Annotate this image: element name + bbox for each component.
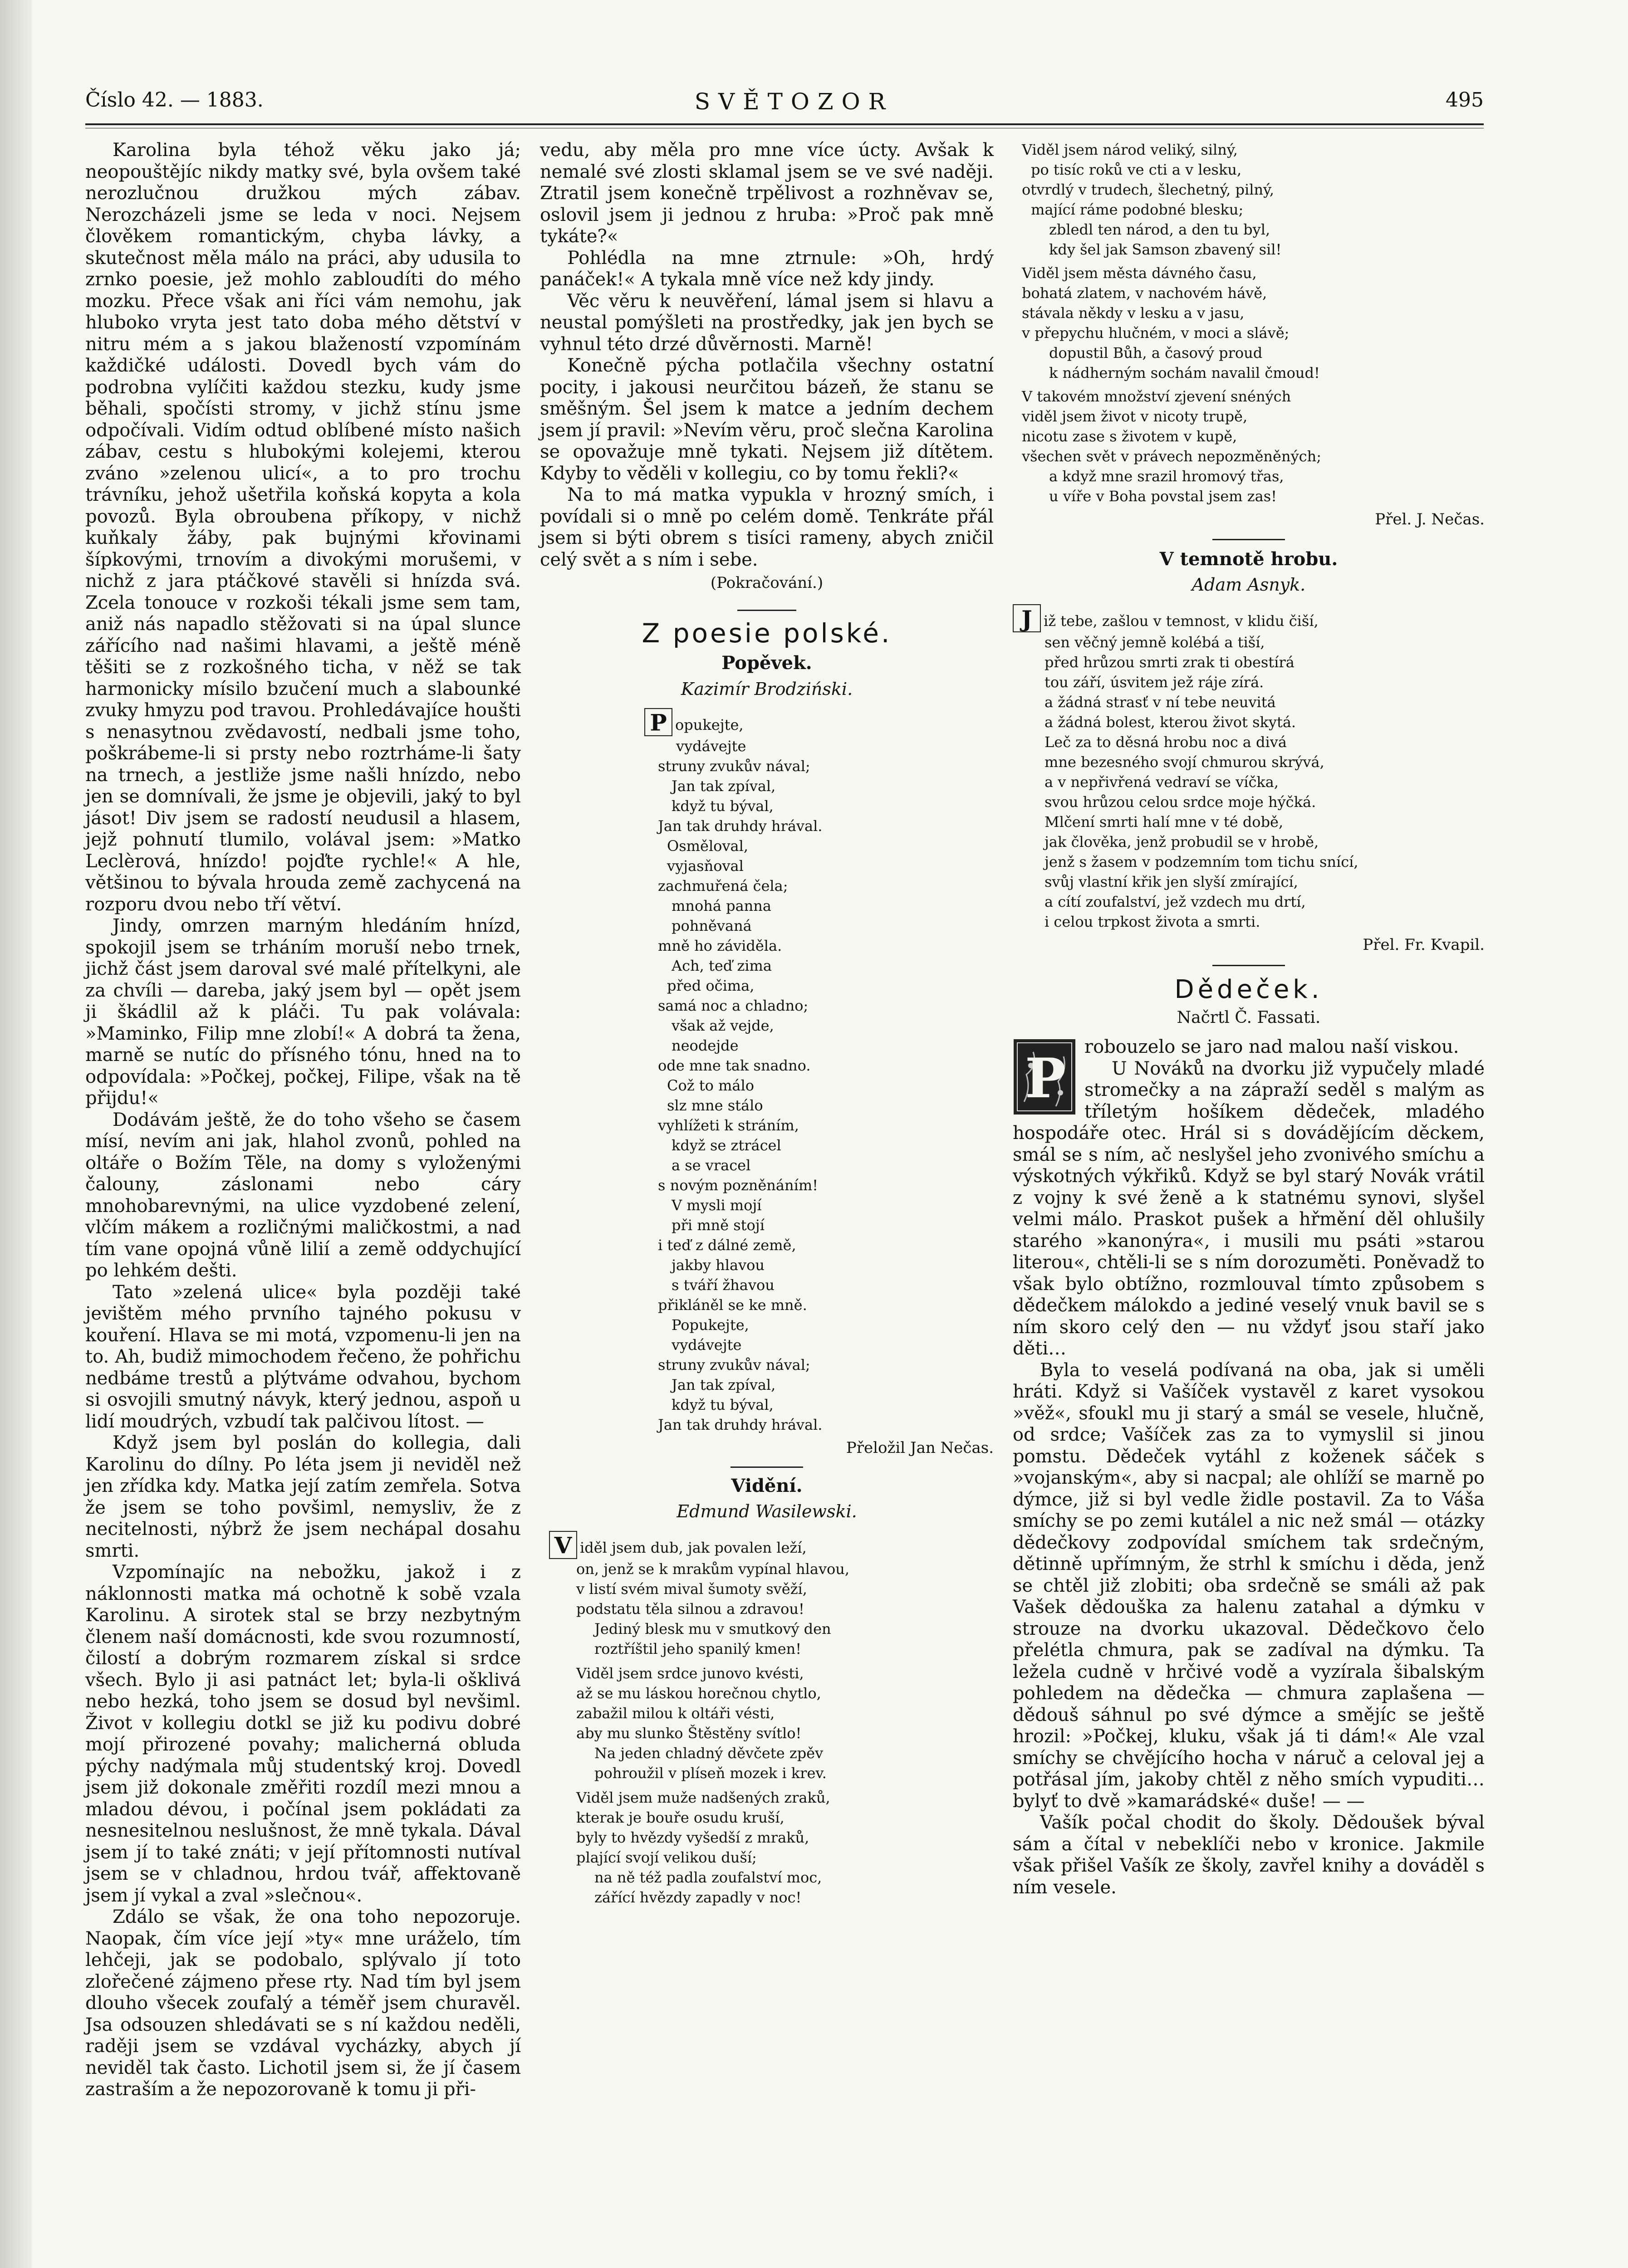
- verse-line: pohroužil v plíseň mozek i krev.: [594, 1764, 827, 1782]
- verse-line: struny zvukův nával;: [658, 1356, 810, 1374]
- paragraph: Když jsem byl poslán do kollegia, dali Karolinu do dílny. Po léta jsem ji neviděl než jen zřídka kdy. Matka její zatím zemřela. Sotva že jsem se toho povšiml, nemysliv, že z necitelnosti, nýbrž že jsem nechápal dosahu smrti.: [85, 1432, 521, 1561]
- verse-line: pohněvaná: [672, 917, 752, 934]
- paragraph: Vašík počal chodit do školy. Dědoušek býval sám a čítal v nebeklíči nebo v kronice. Jakmile však přišel Vašík ze školy, zavřel knihy a dováděl s ním vesele.: [1013, 1812, 1485, 1898]
- verse-line: P opukejte,: [644, 708, 994, 736]
- poem-verse: [540, 708, 994, 1435]
- paragraph: Zdálo se však, že ona toho nepozoruje. Naopak, čím více její »ty« mne uráželo, tím lehčeji, jak se podobalo, splývalo jí toto zlořečené zájmeno přese rty. Nad tím byl jsem dlouho všecek zoufalý a téměř jsem churavěl. Jsa odsouzen shledávati se s ní každou neděli, raději jsem se vzdával vycházky, abych jí neviděl tak často. Lichotil jsem si, že jí časem zastraším a že nepozorovaně k tomu ji při-: [85, 1906, 521, 2100]
- verse-line: Jan tak druhdy hrával.: [658, 1416, 823, 1433]
- verse-line: Jediný blesk mu v smutkový den: [594, 1620, 831, 1637]
- story-body: [1013, 1036, 1485, 1898]
- verse-line: otvrdlý v trudech, šlechetný, pilný,: [1022, 181, 1275, 198]
- translator-credit: Přeložil Jan Nečas.: [846, 1439, 994, 1457]
- verse-line: on, jenž se k mrakům vypínal hlavou,: [576, 1560, 850, 1578]
- verse-line: vydávejte: [676, 738, 746, 755]
- verse-line: Mlčení smrti halí mne v té době,: [1044, 813, 1284, 831]
- verse-line: a žádná strasť v ní tebe neuvitá: [1044, 693, 1276, 711]
- verse-line: aby mu slunko Štěstěny svítlo!: [576, 1724, 802, 1742]
- verse-line: V iděl jsem dub, jak povalen leží,: [549, 1531, 994, 1559]
- verse-line: všechen svět v právech nepozměněných;: [1022, 448, 1321, 465]
- verse-line: když se ztrácel: [672, 1137, 781, 1154]
- column-3: [1013, 140, 1485, 1898]
- verse-line: Na jeden chladný děvčete zpěv: [594, 1744, 824, 1762]
- verse-line: zářící hvězdy zapadly v noc!: [594, 1888, 802, 1906]
- poem-verse: [1013, 604, 1485, 932]
- column-2: [540, 140, 994, 1907]
- paragraph: Na to má matka vypukla v hrozný smích, i povídali si o mně po celém domě. Tenkráte přál jsem si býti obrem s tisíci rameny, abych zničil celý svět a s ním i sebe.: [540, 484, 994, 570]
- verse-line: zabažil milou k oltáři vésti,: [576, 1704, 775, 1722]
- paragraph: Vzpomínajíc na nebožku, jakož i z náklonnosti matka má ochotně k sobě vzala Karolinu. A sirotek stal se brzy nezbytným členem naší domácnosti, kde svou rozumností, čilostí a dobrým rozmarem získal si srdce všech. Bylo ji asi patnáct let; byla-li ošklivá nebo hezká, toho jsem se dosud byl nevšiml. Život v kollegiu dotkl se již ku podivu dobré mojí přirozené povahy; malicherná obluda pýchy nadýmala můj studentský kroj. Dovedl jsem již dokonale změřiti rozdíl mezi mnou a mladou dévou, i počínal jsem pokládati za nesnesitelnou neslušnost, že mně tykala. Dával jsem jí to také znáti; v její přítomnosti nutíval jsem se v chladnou, hrdou tvář, affektovaně jsem jí vykal a zval »slečnou«.: [85, 1562, 521, 1906]
- verse-line: mne bezesného svojí chmurou skrývá,: [1044, 753, 1324, 771]
- column-1: [85, 140, 521, 2101]
- verse-line: s novým pozněnáním!: [658, 1177, 819, 1194]
- svg-text:P: P: [1025, 1046, 1066, 1110]
- poem-verse-continued: [1013, 140, 1485, 506]
- verse-line: přikláněl se ke mně.: [658, 1296, 807, 1314]
- dropcap-letter-v-icon: [549, 1531, 577, 1559]
- verse-line: Ach, teď zima: [672, 957, 772, 974]
- paragraph: Dodávám ještě, že do toho všeho se časem mísí, nevím ani jak, hlahol zvonů, pohled na oltáře o Božím Těle, na domy s vyloženými čalouny, záslonami nebo cáry mnohobarevnými, na ulice vyzdobené zelení, vlčím mákem a rozličnými maličkostmi, a nad tím vane opojná vůně lilií a země oddychující po lehkém dešti.: [85, 1109, 521, 1281]
- verse-line: vyhlížeti k stráním,: [658, 1117, 799, 1134]
- verse-line: tou září, úsvitem jež ráje zírá.: [1044, 673, 1264, 691]
- paragraph: vedu, aby měla pro mne více úcty. Avšak k nemalé své zlosti sklamal jsem se ve své naději. Ztratil jsem konečně trpělivost a rozhněvav se, oslovil jsem ji jednou z hruba: »Proč pak mně tykáte?«: [540, 140, 994, 247]
- verse-line: před očima,: [667, 977, 755, 994]
- verse-line: dopustil Bůh, a časový proud: [1049, 344, 1263, 362]
- scan-margin: [0, 0, 32, 2268]
- story-byline: Načrtl Č. Fassati.: [1177, 1008, 1321, 1027]
- poem-title: Vidění.: [731, 1475, 803, 1496]
- verse-line: J iž tebe, zašlou v temnost, v klidu čiší,: [1013, 604, 1485, 632]
- verse-line: však až vejde,: [672, 1017, 774, 1034]
- verse-line: Jan tak druhdy hrával.: [658, 817, 823, 835]
- verse-line: a v nepřivřená vedraví se víčka,: [1044, 773, 1279, 791]
- svg-text:P: P: [650, 709, 667, 736]
- verse-line: jakby hlavou: [672, 1256, 765, 1274]
- poem-divider: [731, 1466, 803, 1468]
- verse-line: jak člověka, jenž probudil se v hrobě,: [1044, 833, 1319, 850]
- verse-line: mně ho záviděla.: [658, 937, 782, 954]
- poem-author: Adam Asnyk.: [1192, 575, 1306, 595]
- poem-verse: [540, 1531, 994, 1907]
- verse-line: když tu býval,: [672, 797, 774, 815]
- verse-line: i teď z dálné země,: [658, 1237, 796, 1254]
- svg-text:V: V: [554, 1532, 572, 1559]
- paragraph: Pohlédla na mne ztrnule: »Oh, hrdý panáček!« A tykala mně více než kdy jindy.: [540, 247, 994, 290]
- verse-line: slz mne stálo: [667, 1097, 763, 1114]
- translator-credit: Přel. Fr. Kvapil.: [1363, 935, 1485, 954]
- verse-line: ode mne tak snadno.: [658, 1057, 811, 1074]
- verse-line: Jan tak zpíval,: [672, 777, 776, 795]
- poem-title: Popěvek.: [721, 652, 812, 674]
- poem-title: V temnotě hrobu.: [1159, 548, 1338, 570]
- verse-line: v přepychu hlučném, v moci a slávě;: [1022, 324, 1290, 342]
- verse-line: sen věčný jemně kolébá a tiší,: [1044, 633, 1265, 651]
- verse-line: mnohá panna: [672, 897, 771, 914]
- verse-line: před hrůzou smrti zrak ti obestírá: [1044, 653, 1295, 671]
- verse-line: po tisíc roků ve cti a v lesku,: [1031, 161, 1242, 178]
- verse-line: v listí svém mival šumoty svěží,: [576, 1580, 807, 1598]
- verse-line: zbledl ten národ, a den tu byl,: [1049, 221, 1270, 238]
- verse-line: stávala někdy v lesku a v jasu,: [1022, 304, 1245, 322]
- translator-credit: Přel. J. Nečas.: [1375, 510, 1485, 528]
- verse-line: svůj vlastní křik jen slyší zmírající,: [1044, 873, 1298, 890]
- continued-note: (Pokračování.): [710, 574, 824, 592]
- verse-line: podstatu těla silnou a zdravou!: [576, 1600, 804, 1618]
- verse-line: Viděl jsem muže nadšených zraků,: [576, 1789, 830, 1806]
- verse-line: V takovém množství zjevení snéných: [1022, 388, 1291, 405]
- page-number: 495: [1446, 88, 1484, 112]
- verse-line: Osměloval,: [667, 837, 748, 855]
- verse-line: a žádná bolest, kterou život skytá.: [1044, 713, 1296, 731]
- poem-author: Edmund Wasilewski.: [677, 1501, 857, 1521]
- section-title: Z poesie polské.: [642, 617, 892, 649]
- paragraph: Byla to veselá podívaná na oba, jak si uměli hráti. Když si Vašíček vystavěl z karet vysokou »věž«, sfoukl mu ji starý a smál se vesele, hlučně, od srdce; Vašíček zas za to vymyslil si jinou pomstu. Dědeček vytáhl z koženek sáček s »vojanským«, aby si nacpal; ale ohlíží se marně po dýmce, již si byl vedle židle postavil. Za to Váša smíchy se po zemi kutálel a nic než smál — otázky dědečkovy zodpovídal smíchem tak srdečným, dětinně upřímným, že strhl k smíchu i děda, jenž se chtěl již zlobiti; oba srdečně se smáli až pak Vašek dědouška za halenu zatahal a dýmku v strouze na dvorku ukazoval. Dědečkovo čelo přelétla chmura, pak se zadíval na dýmku. Ta ležela cudně v hrčivé vodě a vyzírala šibalským pohledem na dědečka — chmura zaplašena — dědouš sáhnul po své dýmce a smějíc se ještě hrozil: »Počkej, kluku, však já ti dám!« Ale vzal smíchy se chvějícího hocha v náruč a celoval jej a potřásal jím, jakoby chtěl z něho smích vypuditi… bylyť to dvě »kamarádské« duše! — —: [1013, 1359, 1485, 1812]
- section-divider: [1212, 965, 1285, 966]
- section-divider: [737, 610, 796, 611]
- verse-line: vydávejte: [672, 1336, 742, 1354]
- verse-line: a se vracel: [672, 1157, 751, 1174]
- verse-line: Viděl jsem srdce junovo kvésti,: [576, 1664, 804, 1682]
- verse-line: Jan tak zpíval,: [672, 1376, 776, 1393]
- verse-line: při mně stojí: [672, 1217, 765, 1234]
- issue-number: Číslo 42. — 1883.: [85, 88, 264, 112]
- ornamental-dropcap-p-icon: [1013, 1038, 1076, 1115]
- verse-line: samá noc a chladno;: [658, 997, 809, 1014]
- verse-line: Což to málo: [667, 1077, 754, 1094]
- story-title: Dědeček.: [1174, 975, 1323, 1004]
- paragraph: robouzelo se jaro nad malou naší viskou.: [1084, 1036, 1459, 1057]
- paragraph: Tato »zelená ulice« byla později také jevištěm mého prvního tajného pokusu v kouření. Hlava se mi motá, vzpomenu-li jen na to. Ah, budiž mimochodem řečeno, že pohřichu nedbáme trestů a plýtváme odvahou, bychom si osvojili smutný návyk, který jednou, aspoň u lidí moudrých, vzbudí tak palčivou lítost. —: [85, 1281, 521, 1432]
- verse-line: Viděl jsem města dávného času,: [1022, 264, 1257, 282]
- verse-line: kterak je bouře osudu kruší,: [576, 1809, 785, 1826]
- paragraph: U Nováků na dvorku již vypučely mladé stromečky a na zápraží seděl s malým as tříletým hošíkem dědeček, mladého hospodáře otec. Hrál si s dovádějícím děckem, smál se s ním, ač neslyšel jeho zvonivého smíchu a výskotných výkřiků. Když se byl starý Novák vrátil z vojny k své ženě a k statnému synovi, slyšel velmi málo. Praskot pušek a hřmění děl ohlušily starého »kanonýra«, i musili mu psáti »starou literou«, chtěli-li se s ním dorozuměti. Poněvadž to však bylo obtížno, rozmlouval tímto způsobem s dědečkem málokdo a jediné veselý vnuk bavil se s ním skoro celý den — nu vždyť jsou staří jako děti…: [1013, 1058, 1485, 1359]
- poem-author: Kazimír Brodziński.: [681, 679, 853, 699]
- verse-line: zachmuřená čela;: [658, 877, 788, 894]
- paragraph: Jindy, omrzen marným hledáním hnízd, spokojil jsem se trháním moruší nebo trnek, jichž část jsem daroval své malé přítelkyni, ale za chvíli — dareba, jaký jsem byl — opět jsem ji škádlil až k pláči. Tu pak volávala: »Maminko, Filip mne zlobí!« A dobrá ta žena, marně se nutíc do přísného tónu, hned na to odpovídala: »Počkej, počkej, Filipe, však na tě přijdu!«: [85, 915, 521, 1109]
- svg-text:J: J: [1021, 605, 1032, 632]
- verse-line: byly to hvězdy vyšedší z mraků,: [576, 1828, 809, 1846]
- journal-title: SVĚTOZOR: [694, 88, 894, 115]
- verse-line: s tváří žhavou: [672, 1276, 775, 1294]
- verse-line: na ně též padla zoufalství moc,: [594, 1868, 822, 1886]
- verse-line: neodejde: [672, 1037, 739, 1054]
- verse-line: u víře v Boha povstal jsem zas!: [1049, 488, 1277, 505]
- verse-line: až se mu láskou horečnou chytlo,: [576, 1684, 821, 1702]
- paragraph: Konečně pýcha potlačila všechny ostatní pocity, i jakousi neurčitou bázeň, že stanu se směšným. Šel jsem k matce a jedním dechem jsem jí pravil: »Nevím věru, proč slečna Karolina se opovažuje mně tykati. Nejsem již dítětem. Kdyby to věděli v kollegiu, co by tomu řekli?«: [540, 355, 994, 484]
- verse-line: nicotu zase s životem v kupě,: [1022, 428, 1237, 445]
- verse-line: Leč za to děsná hrobu noc a divá: [1044, 733, 1287, 751]
- verse-line: viděl jsem život v nicoty trupě,: [1022, 408, 1248, 425]
- verse-line: bohatá zlatem, v nachovém hávě,: [1022, 284, 1267, 302]
- verse-line: plající svojí velikou duší;: [576, 1848, 757, 1866]
- paragraph: Věc věru k neuvěření, lámal jsem si hlavu a neustal pomýšleti na prostředky, jak jen bych se vyhnul této drzé důvěrnosti. Marně!: [540, 290, 994, 355]
- verse-line: roztříštil jeho spanilý kmen!: [594, 1640, 802, 1657]
- dropcap-letter-j-icon: [1013, 604, 1041, 632]
- verse-line: a cítí zoufalství, jež vzdech mu drtí,: [1044, 893, 1306, 910]
- verse-line: jenž s žasem v podzemním tom tichu snící,: [1044, 853, 1358, 870]
- verse-line: mající ráme podobné blesku;: [1031, 201, 1244, 218]
- verse-line: Viděl jsem národ veliký, silný,: [1022, 141, 1238, 158]
- dropcap-letter-p-icon: [644, 708, 672, 736]
- verse-line: svou hrůzou celou srdce moje hýčká.: [1044, 793, 1316, 811]
- verse-line: struny zvukův nával;: [658, 758, 810, 775]
- verse-line: i celou trpkost života a smrti.: [1044, 913, 1260, 930]
- poem-divider: [1212, 539, 1285, 540]
- verse-line: k nádherným sochám navalil čmoud!: [1049, 364, 1320, 381]
- verse-line: Popukejte,: [672, 1316, 749, 1334]
- verse-line: vyjasňoval: [667, 857, 744, 875]
- header-rule: [85, 123, 1484, 125]
- verse-line: V mysli mojí: [672, 1197, 762, 1214]
- verse-line: když tu býval,: [672, 1396, 774, 1413]
- verse-line: kdy šel jak Samson zbavený sil!: [1049, 241, 1282, 258]
- verse-line: a když mne srazil hromový třas,: [1049, 468, 1284, 485]
- paragraph: Karolina byla téhož věku jako já; neopouštějíc nikdy matky své, byla ovšem také nerozlučnou družkou mých zábav. Nerozcházeli jsme se leda v noci. Nejsem člověkem romantickým, chyba lávky, a skutečnost měla málo na práci, aby udusila to zrnko poesie, jež mohlo zabloudíti do mého mozku. Přece však ani říci vám nemohu, jak hluboko vryta jest tato doba mého dětství v nitru mém a s jakou blažeností vzpomínám každičké události. Dovedl bych vám do podrobna vylíčiti každou stezku, kudy jsme běhali, spočísti stromy, v jichž stínu jsme odpočívali. Vidím odtud oblíbené místo našich zábav, cestu s hlubokými kolejemi, kterou zváno »zelenou ulicí«, a to pro trochu trávníku, jehož ušetřila koňská kopyta a kola povozů. Byla obroubena příkopy, v nichž kuňkaly žáby, pak bujnými křovinami šípkovými, trnovím a divokými morušemi, v nichž z jara ptáčkové stavěli si hnízda svá. Zcela tonouce v rozkoši tékali jsme sem tam, aniž nás napadlo stěžovati si na úpal slunce zářícího nad našimi hlavami, a ještě méně těšiti se z rozkošného ticha, v něž se tak harmonicky mísilo bzučení much a slabounké zvuky hmyzu pod travou. Prohledávajíce houšti s nenasytnou zvědavostí, nedbali jsme toho, poškrábeme-li si prsty nebo roztrháme-li šaty na trnech, a jestliže jsme našli hnízdo, nebo jen se domnívali, že jsme je objevili, jaký to byl jásot! Div jsem se radostí neudusil a hlasem, jejž pohnutí tlumilo, volával jsem: »Matko Leclèrová, hnízdo! pojďte rychle!« A hle, většinou to bývala hrouda země zachycená na rozporu dvou nebo tří větví.: [85, 140, 521, 915]
